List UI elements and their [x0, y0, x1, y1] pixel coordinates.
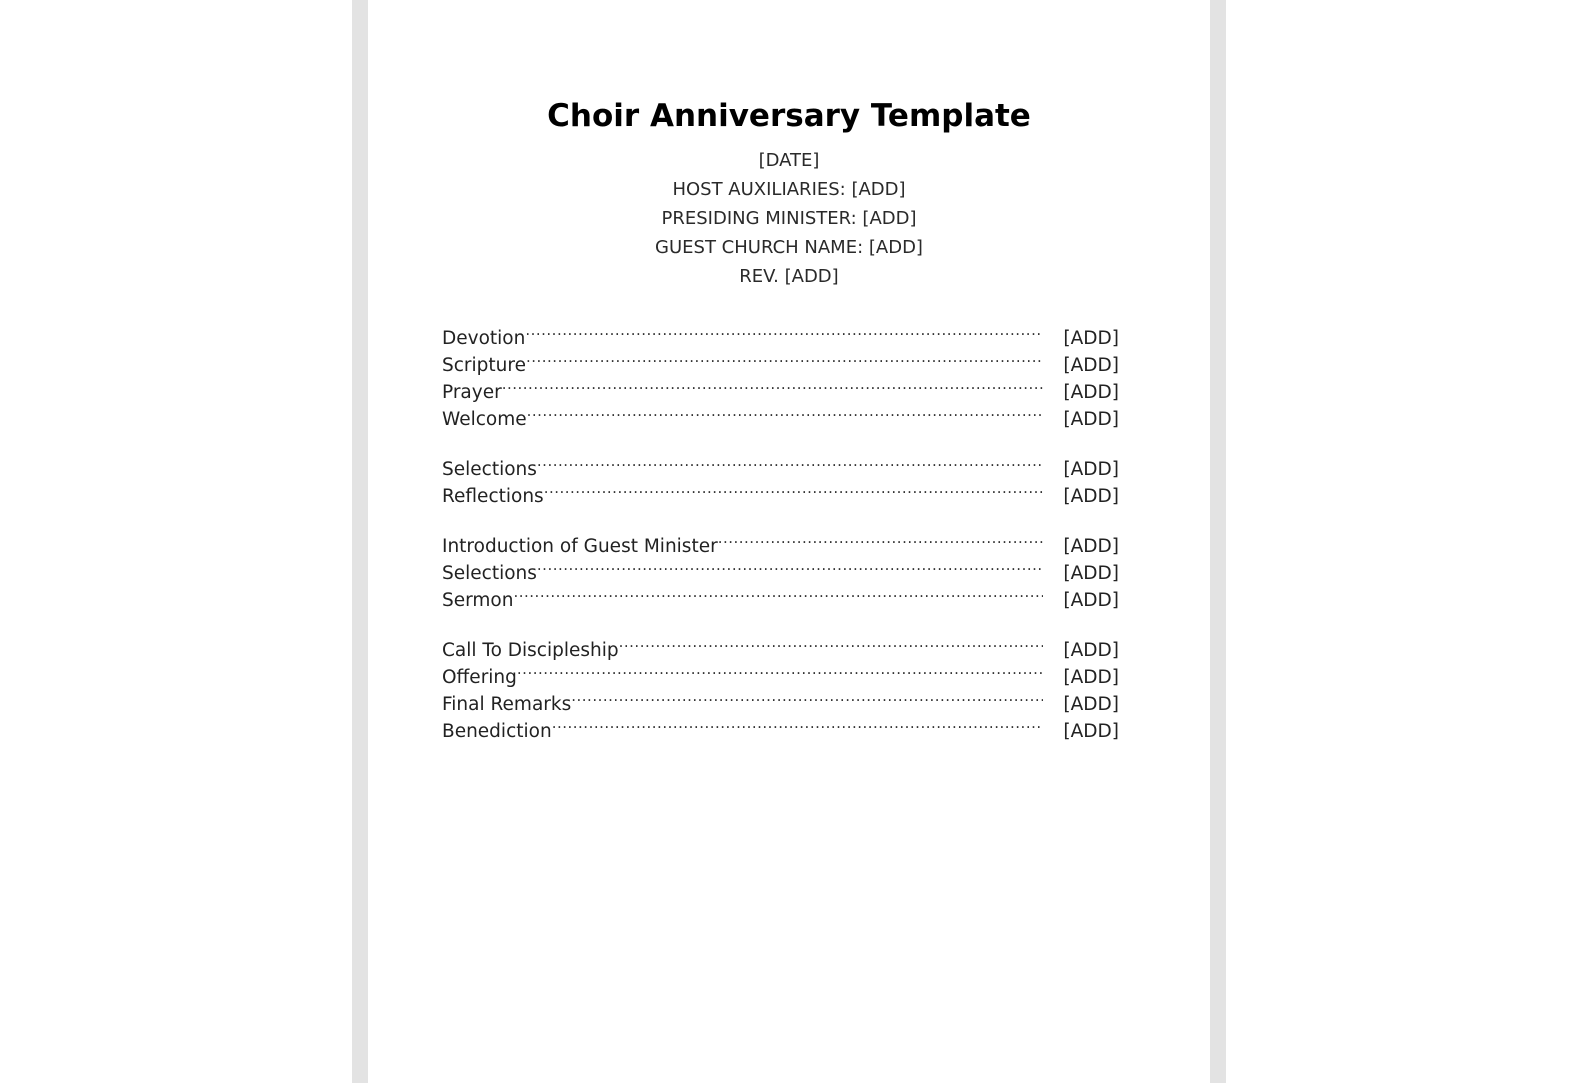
program-row: [442, 629, 1119, 661]
program-row: [442, 475, 1119, 507]
program-row: [442, 371, 1119, 403]
program-item-value: [ADD]: [1063, 382, 1119, 403]
program-row: [442, 656, 1119, 688]
document-title: Choir Anniversary Template: [547, 98, 1031, 134]
dot-leader: [544, 475, 1044, 502]
program-item-label: Final Remarks: [442, 694, 572, 715]
page-right-border: [1210, 0, 1226, 1083]
program-item-label: Selections: [442, 563, 537, 584]
program-item-label: Call To Discipleship: [442, 640, 619, 661]
dot-leader: [502, 371, 1044, 398]
document-page[interactable]: [368, 0, 1210, 1083]
date-line: [DATE]: [758, 150, 820, 171]
program-group: [442, 629, 1119, 742]
program-list: [442, 317, 1119, 760]
program-item-label: Selections: [442, 459, 537, 480]
dot-leader: [718, 525, 1044, 552]
program-item-label: Sermon: [442, 590, 514, 611]
program-row: [442, 552, 1119, 584]
program-item-label: Introduction of Guest Minister: [442, 536, 718, 557]
program-row: [442, 398, 1119, 430]
dot-leader: [537, 552, 1044, 579]
program-item-value: [ADD]: [1063, 694, 1119, 715]
page-left-border: [352, 0, 368, 1083]
program-row: [442, 344, 1119, 376]
dot-leader: [513, 579, 1043, 606]
program-item-value: [ADD]: [1063, 667, 1119, 688]
dot-leader: [525, 317, 1043, 344]
program-item-value: [ADD]: [1063, 590, 1119, 611]
host-auxiliaries-line: HOST AUXILIARIES: [ADD]: [672, 179, 906, 200]
dot-leader: [619, 629, 1044, 656]
dot-leader: [517, 656, 1044, 683]
program-item-value: [ADD]: [1063, 536, 1119, 557]
program-item-label: Devotion: [442, 328, 526, 349]
program-item-value: [ADD]: [1063, 355, 1119, 376]
program-item-value: [ADD]: [1063, 721, 1119, 742]
program-row: [442, 525, 1119, 557]
dot-leader: [537, 448, 1044, 475]
program-row: [442, 683, 1119, 715]
program-item-label: Welcome: [442, 409, 527, 430]
program-row: [442, 317, 1119, 349]
program-item-value: [ADD]: [1063, 486, 1119, 507]
program-item-value: [ADD]: [1063, 640, 1119, 661]
dot-leader: [527, 398, 1044, 425]
guest-church-name-line: GUEST CHURCH NAME: [ADD]: [655, 237, 923, 258]
program-item-label: Scripture: [442, 355, 526, 376]
program-item-value: [ADD]: [1063, 459, 1119, 480]
dot-leader: [571, 683, 1043, 710]
program-item-label: Benediction: [442, 721, 552, 742]
program-item-value: [ADD]: [1063, 328, 1119, 349]
program-row: [442, 448, 1119, 480]
dot-leader: [552, 710, 1044, 737]
program-item-label: Prayer: [442, 382, 502, 403]
header-block: [368, 146, 1210, 291]
presiding-minister-line: PRESIDING MINISTER: [ADD]: [661, 208, 917, 229]
program-row: [442, 579, 1119, 611]
program-item-value: [ADD]: [1063, 563, 1119, 584]
program-item-label: Offering: [442, 667, 517, 688]
program-item-value: [ADD]: [1063, 409, 1119, 430]
program-group: [442, 317, 1119, 430]
program-item-label: Reflections: [442, 486, 544, 507]
reverend-line: REV. [ADD]: [739, 266, 839, 287]
dot-leader: [526, 344, 1043, 371]
program-group: [442, 448, 1119, 507]
program-group: [442, 525, 1119, 611]
